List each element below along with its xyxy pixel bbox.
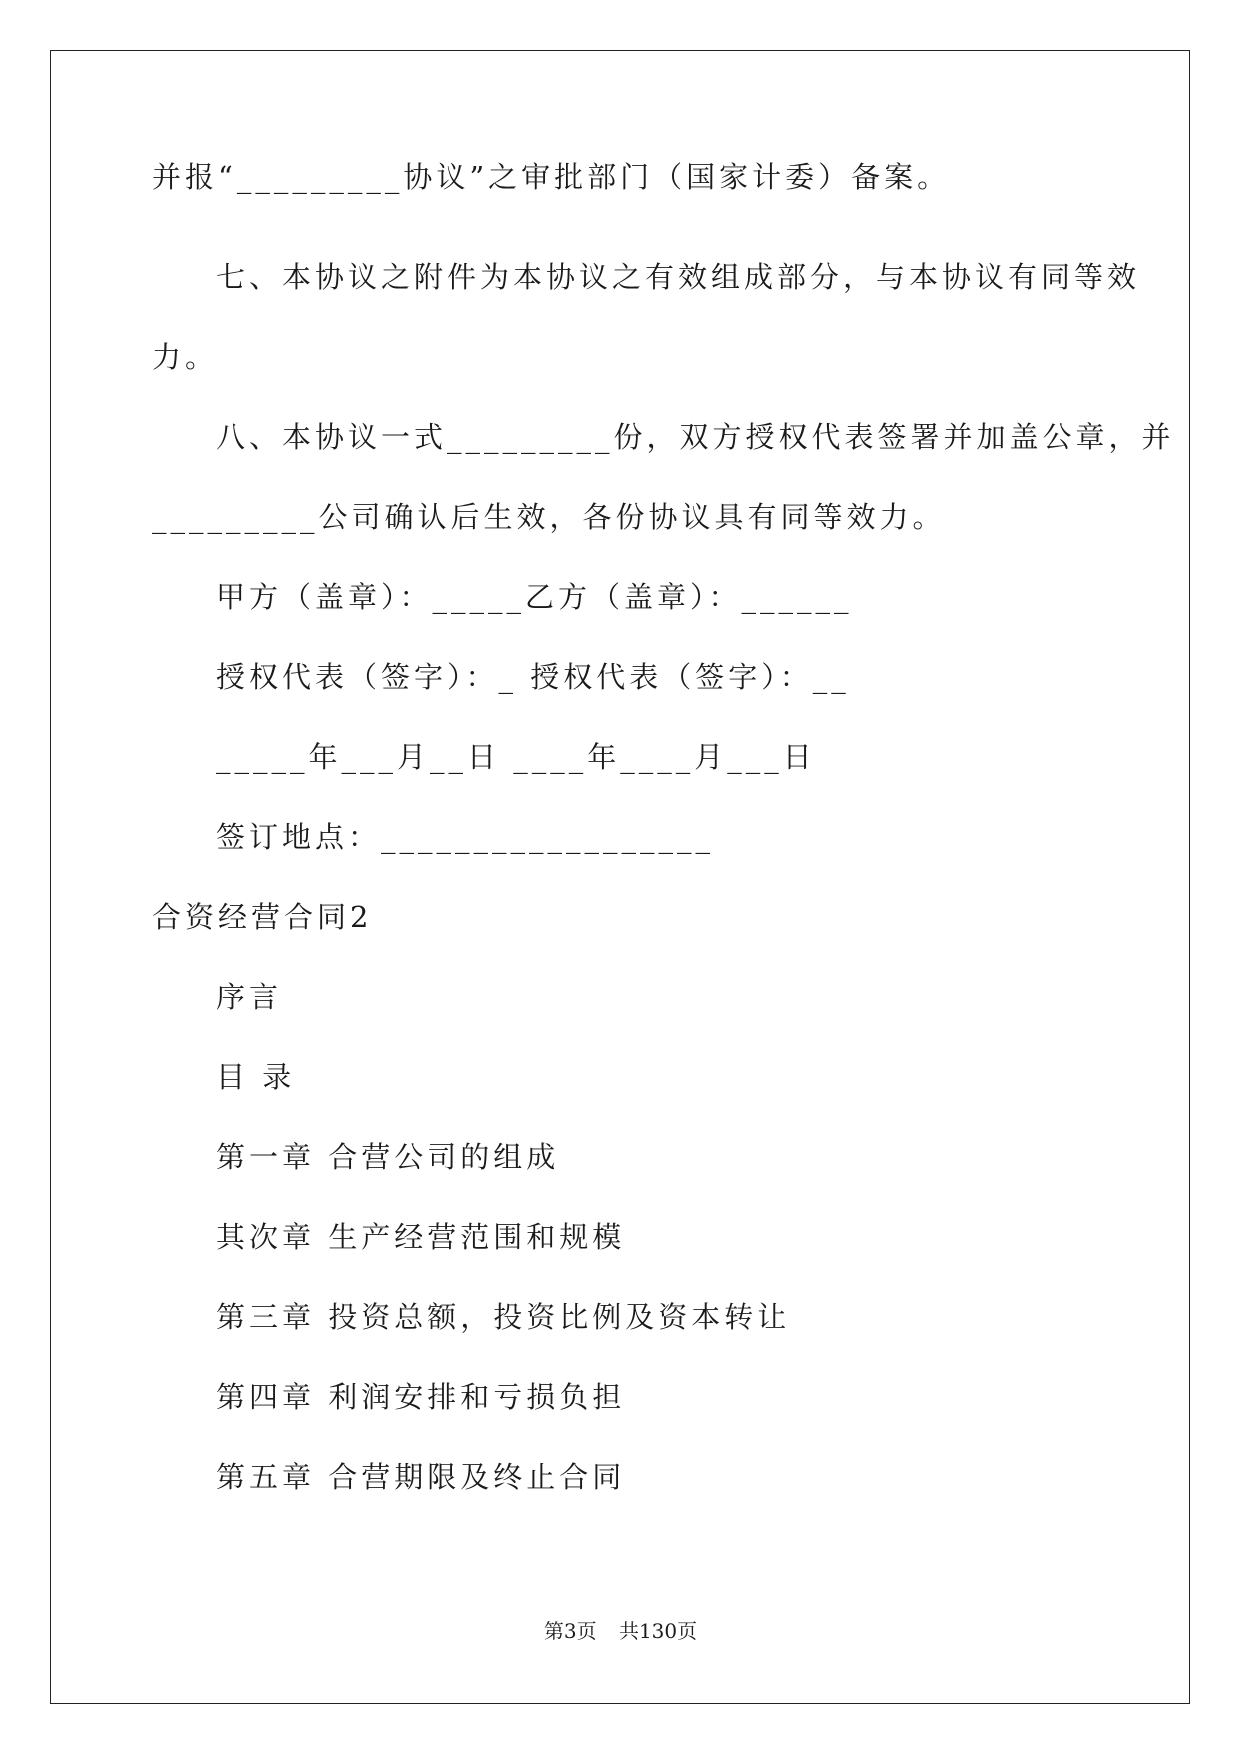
signature-seal-line: 甲方（盖章）：_____乙方（盖章）：______ — [216, 580, 853, 614]
text-line-5: _________公司确认后生效，各份协议具有同等效力。 — [152, 500, 946, 534]
preface-heading: 序言 — [216, 980, 283, 1014]
toc-item-2: 其次章 生产经营范围和规模 — [216, 1220, 626, 1254]
page-footer — [0, 1615, 1241, 1644]
signing-place-line: 签订地点：__________________ — [216, 820, 715, 854]
text-line-1: 并报“_________协议”之审批部门（国家计委）备案。 — [152, 160, 951, 194]
total-pages: 共130页 — [618, 1619, 698, 1643]
text-line-3: 力。 — [152, 340, 219, 374]
text-line-4: 八、本协议一式_________份，双方授权代表签署并加盖公章，并 — [216, 420, 1175, 454]
text-line-2: 七、本协议之附件为本协议之有效组成部分，与本协议有同等效 — [216, 260, 1141, 294]
contents-heading: 目 录 — [216, 1060, 296, 1094]
toc-item-4: 第四章 利润安排和亏损负担 — [216, 1380, 626, 1414]
page-number: 第3页 — [543, 1619, 597, 1643]
toc-item-5: 第五章 合营期限及终止合同 — [216, 1460, 626, 1494]
section-title: 合资经营合同2 — [152, 900, 373, 934]
page-border — [50, 50, 1190, 1704]
toc-item-1: 第一章 合营公司的组成 — [216, 1140, 560, 1174]
signature-representative-line: 授权代表（签字）：_ 授权代表（签字）：__ — [216, 660, 850, 694]
signature-date-line: _____年___月__日 ____年____月___日 — [216, 740, 816, 774]
toc-item-3: 第三章 投资总额，投资比例及资本转让 — [216, 1300, 791, 1334]
